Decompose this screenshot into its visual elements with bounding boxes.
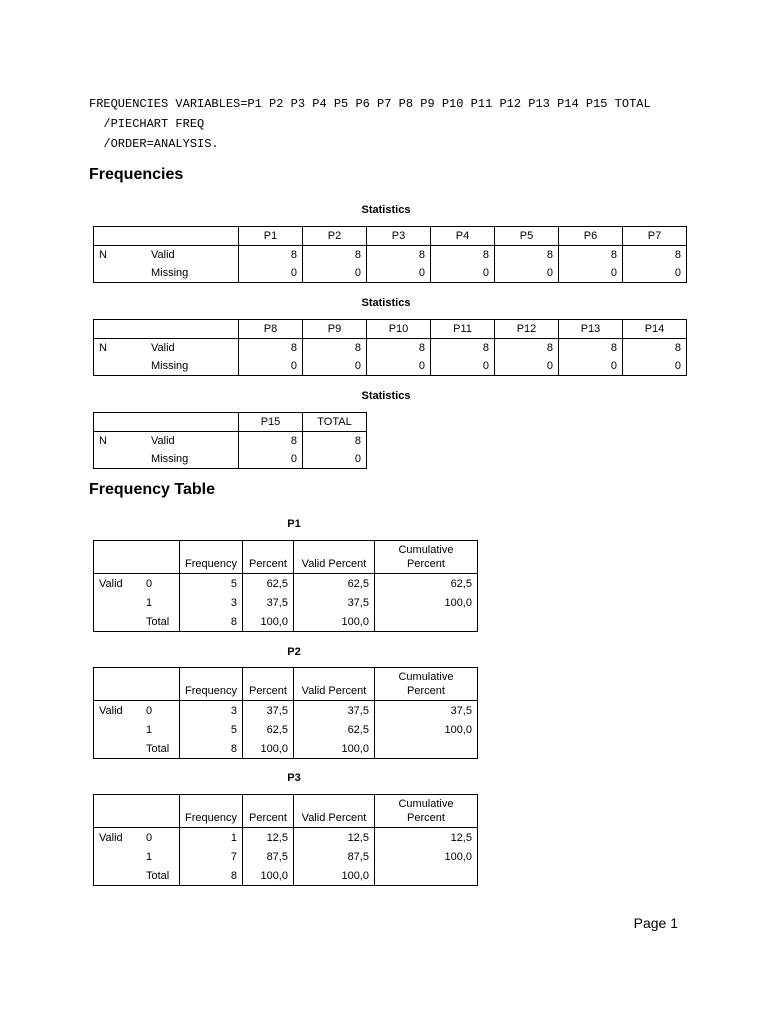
header-blank [94, 541, 142, 574]
freq-value-valid-percent: 100,0 [293, 866, 374, 886]
row-group-blank [94, 866, 142, 886]
freq-value-frequency: 8 [180, 612, 243, 632]
freq-value-percent: 100,0 [242, 739, 293, 759]
freq-value-percent: 37,5 [242, 701, 293, 721]
freq-value-percent: 12,5 [242, 828, 293, 848]
column-header: P6 [559, 227, 623, 246]
row-group-label: Valid [99, 577, 123, 590]
stat-value: 0 [431, 264, 495, 283]
freq-value-percent: 62,5 [242, 720, 293, 739]
stat-value: 0 [431, 357, 495, 376]
header-blank [94, 668, 142, 701]
stat-value: 8 [303, 432, 367, 451]
row-label-missing: Missing [146, 450, 239, 469]
stat-value: 8 [239, 246, 303, 265]
statistics-table-2 [93, 319, 687, 376]
row-group-blank [94, 739, 142, 759]
header-blank [146, 227, 239, 246]
freq-value-valid-percent: 100,0 [293, 739, 374, 759]
freq-value-frequency: 8 [180, 739, 243, 759]
header-blank [94, 320, 147, 339]
row-label-n: N [99, 249, 107, 261]
column-header: P9 [303, 320, 367, 339]
freq-value-cumulative: 62,5 [374, 574, 477, 594]
column-header: P11 [431, 320, 495, 339]
freq-value-valid-percent: 62,5 [293, 574, 374, 594]
stat-value: 0 [559, 357, 623, 376]
stat-value: 8 [431, 246, 495, 265]
freq-value-valid-percent: 37,5 [293, 701, 374, 721]
stat-value: 0 [239, 450, 303, 469]
column-header: Cumulative Percent [374, 541, 477, 574]
column-header: P5 [495, 227, 559, 246]
stat-value: 0 [367, 357, 431, 376]
freq-caption-p3: P3 [287, 772, 301, 784]
column-header: P3 [367, 227, 431, 246]
stat-value: 0 [303, 264, 367, 283]
column-header: Frequency [180, 668, 243, 701]
stat-value: 0 [239, 264, 303, 283]
freq-value-cumulative [374, 739, 477, 759]
row-category-label: 0 [141, 828, 180, 848]
row-label-missing: Missing [146, 357, 239, 376]
stat-value: 8 [623, 339, 687, 358]
statistics-table-3 [93, 412, 367, 469]
stat-value: 8 [559, 339, 623, 358]
row-group-blank [94, 720, 142, 739]
column-header: Valid Percent [293, 541, 374, 574]
freq-value-cumulative: 100,0 [374, 593, 477, 612]
column-header: P1 [239, 227, 303, 246]
row-group-blank [94, 593, 142, 612]
freq-value-percent: 100,0 [242, 612, 293, 632]
statistics-caption-2: Statistics [361, 297, 411, 309]
freq-value-cumulative [374, 866, 477, 886]
row-group-label: Valid [99, 831, 123, 844]
freq-value-cumulative [374, 612, 477, 632]
header-blank [146, 413, 239, 432]
freq-caption-p2: P2 [287, 646, 301, 658]
freq-value-frequency: 1 [180, 828, 243, 848]
column-header: Cumulative Percent [374, 795, 477, 828]
stat-value: 8 [367, 246, 431, 265]
stat-value: 0 [367, 264, 431, 283]
column-header: Frequency [180, 795, 243, 828]
header-blank [141, 795, 180, 828]
header-blank [94, 413, 147, 432]
column-header: P14 [623, 320, 687, 339]
stat-value: 8 [367, 339, 431, 358]
stat-value: 0 [623, 264, 687, 283]
statistics-caption-1: Statistics [361, 204, 411, 216]
column-header: P7 [623, 227, 687, 246]
freq-value-cumulative: 37,5 [374, 701, 477, 721]
freq-value-percent: 37,5 [242, 593, 293, 612]
freq-value-frequency: 3 [180, 701, 243, 721]
row-label-n: N [99, 435, 107, 447]
row-label-n: N [99, 342, 107, 354]
freq-value-frequency: 5 [180, 720, 243, 739]
stat-value: 8 [431, 339, 495, 358]
freq-value-frequency: 3 [180, 593, 243, 612]
row-group-label: Valid [99, 704, 123, 717]
row-label-missing: Missing [146, 264, 239, 283]
freq-value-valid-percent: 100,0 [293, 612, 374, 632]
row-group-blank [94, 847, 142, 866]
stat-value: 8 [303, 339, 367, 358]
header-blank [146, 320, 239, 339]
row-category-label: 0 [141, 574, 180, 594]
column-header: P15 [239, 413, 303, 432]
column-header: P2 [303, 227, 367, 246]
stat-value: 8 [559, 246, 623, 265]
row-category-label: 1 [141, 720, 180, 739]
column-header: P10 [367, 320, 431, 339]
header-blank [94, 227, 147, 246]
freq-value-cumulative: 12,5 [374, 828, 477, 848]
freq-value-percent: 62,5 [242, 574, 293, 594]
freq-value-valid-percent: 87,5 [293, 847, 374, 866]
stat-value: 8 [495, 339, 559, 358]
frequency-table-p3 [93, 794, 478, 886]
freq-value-percent: 100,0 [242, 866, 293, 886]
stat-value: 8 [495, 246, 559, 265]
column-header: P13 [559, 320, 623, 339]
frequency-table-p1 [93, 540, 478, 632]
column-header: Percent [242, 541, 293, 574]
column-header: Frequency [180, 541, 243, 574]
stat-value: 0 [303, 357, 367, 376]
frequency-table-heading: Frequency Table [89, 481, 215, 498]
row-category-label: 1 [141, 847, 180, 866]
header-blank [94, 795, 142, 828]
row-category-label: Total [141, 866, 180, 886]
freq-value-frequency: 8 [180, 866, 243, 886]
freq-value-valid-percent: 62,5 [293, 720, 374, 739]
stat-value: 0 [495, 264, 559, 283]
stat-value: 8 [623, 246, 687, 265]
frequencies-heading: Frequencies [89, 166, 184, 183]
freq-value-cumulative: 100,0 [374, 720, 477, 739]
freq-caption-p1: P1 [287, 518, 301, 530]
row-label-valid: Valid [146, 432, 239, 451]
freq-value-valid-percent: 37,5 [293, 593, 374, 612]
row-label-valid: Valid [146, 246, 239, 265]
stat-value: 0 [303, 450, 367, 469]
freq-value-frequency: 7 [180, 847, 243, 866]
column-header: Percent [242, 668, 293, 701]
freq-value-percent: 87,5 [242, 847, 293, 866]
freq-value-valid-percent: 12,5 [293, 828, 374, 848]
column-header: Valid Percent [293, 668, 374, 701]
row-label-blank [94, 264, 147, 283]
row-category-label: 0 [141, 701, 180, 721]
row-label-blank [94, 450, 147, 469]
header-blank [141, 541, 180, 574]
row-category-label: Total [141, 739, 180, 759]
row-group-blank [94, 612, 142, 632]
stat-value: 0 [495, 357, 559, 376]
column-header: TOTAL [303, 413, 367, 432]
row-label-blank [94, 357, 147, 376]
row-label-valid: Valid [146, 339, 239, 358]
freq-value-frequency: 5 [180, 574, 243, 594]
column-header: Percent [242, 795, 293, 828]
column-header: Cumulative Percent [374, 668, 477, 701]
stat-value: 0 [239, 357, 303, 376]
statistics-caption-3: Statistics [361, 390, 411, 402]
stat-value: 8 [239, 432, 303, 451]
column-header: P8 [239, 320, 303, 339]
column-header: P12 [495, 320, 559, 339]
freq-value-cumulative: 100,0 [374, 847, 477, 866]
stat-value: 0 [623, 357, 687, 376]
syntax-block: FREQUENCIES VARIABLES=P1 P2 P3 P4 P5 P6 P7 P8 P9 P10 P11 P12 P13 P14 P15 TOTAL /PIECHART FREQ /ORDER=ANALYSIS. [89, 97, 651, 151]
row-category-label: 1 [141, 593, 180, 612]
stat-value: 0 [559, 264, 623, 283]
row-category-label: Total [141, 612, 180, 632]
column-header: Valid Percent [293, 795, 374, 828]
header-blank [141, 668, 180, 701]
page-number: Page 1 [633, 915, 678, 931]
stat-value: 8 [239, 339, 303, 358]
column-header: P4 [431, 227, 495, 246]
frequency-table-p2 [93, 667, 478, 759]
statistics-table-1 [93, 226, 687, 283]
stat-value: 8 [303, 246, 367, 265]
